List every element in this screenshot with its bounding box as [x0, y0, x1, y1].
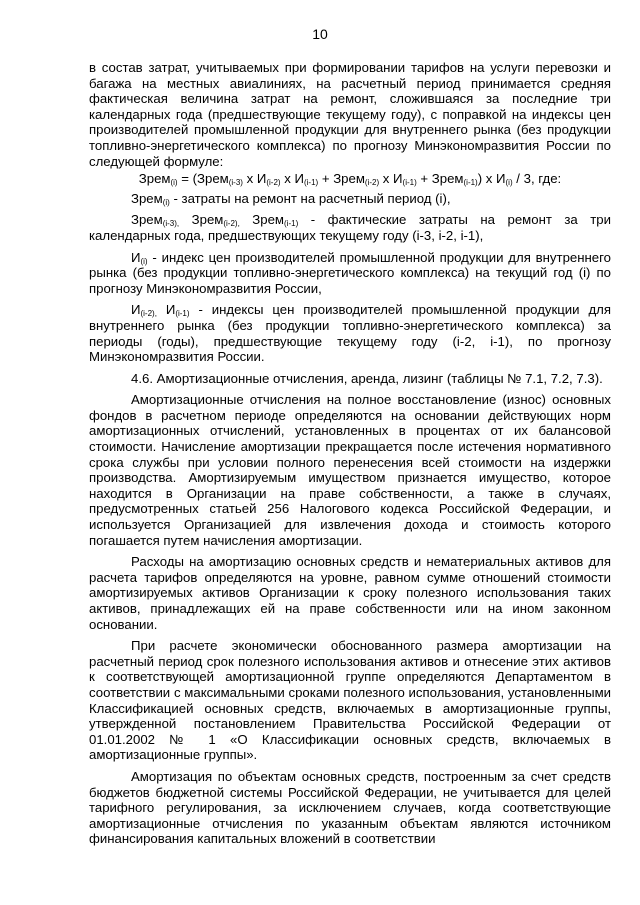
document-body: [89, 60, 611, 847]
page-number: 10: [312, 26, 328, 42]
definition-index-i: $И_{(i)}$ - индекс цен производителей промышленной продукции для внутреннего рынка (без продукции топливно-энергетического комплекса) на текущий год (i) по прогнозу Минэкономразвития России,: [89, 249, 611, 296]
paragraph-intro: в состав затрат, учитываемых при формировании тарифов на услуги перевозки и багажа на местных авиалиниях, на расчетный период принимается средняя фактическая величина затрат на ремонт, сложившаяся за последние три календарных года (предшествующие текущему году), с поправкой на индексы цен производителей промышленной продукции для внутреннего рынка (без продукции топливно-энергетического комплекса) по прогнозу Минэкономразвития России по следующей формуле:: [89, 60, 611, 169]
definition-zrem-i: Зрем$_{(i)}$ - затраты на ремонт на расчетный период (i),: [131, 190, 451, 207]
section-heading-4-6: 4.6. Амортизационные отчисления, аренда, лизинг (таблицы № 7.1, 7.2, 7.3).: [131, 370, 603, 386]
paragraph-amortization-3: При расчете экономически обоснованного размера амортизации на расчетный период срок полезного использования активов и отнесение этих активов к соответствующей амортизационной группе определяются Департаментом в соответствии с максимальными сроками полезного использования, установленными Классификацией основных средств, включаемых в амортизационные группы, утвержденной постановлением Правительства Российской Федерации от 01.01.2002 № 1 «О Классификации основных средств, включаемых в амортизационные группы».: [89, 638, 611, 763]
paragraph-amortization-2: Расходы на амортизацию основных средств и нематериальных активов для расчета тарифов определяются на уровне, равном сумме отношений стоимости амортизируемых активов Организации к сроку полезного использования таких активов, принадлежащих ей на праве собственности или на ином законном основании.: [89, 554, 611, 632]
definition-zrem-past: Зрем$_{(i-3),}$ Зрем$_{(i-2),}$ Зрем$_{(i-1)}$ - фактические затраты на ремонт за три календарных года, предшествующих текущему году (i-3, i-2, i-1),: [89, 212, 611, 243]
formula: Зрем$_{(i)}$ = (Зрем$_{(i-3)}$ х $И_{(i-2)}$ х $И_{(i-1)}$ + Зрем$_{(i-2)}$ х $И_{(i-1)}$ + Зрем$_{(i-1)}$) х $И_{(i)} / 3$, где:: [138, 171, 562, 188]
definition-index-past: $И_{(i-2),}$ $И_{(i-1)}$ - индексы цен производителей промышленной продукции для внутреннего рынка (без продукции топливно-энергетического комплекса) за периоды (годы), предшествующие текущему году (i-2, i-1), по прогнозу Минэкономразвития России.: [89, 302, 611, 365]
paragraph-amortization-4: Амортизация по объектам основных средств, построенным за счет средств бюджетов бюджетной системы Российской Федерации, не учитывается для целей тарифного регулирования, за исключением случаев, когда соответствующие амортизационные отчисления по указанным объектам являются источником финансирования капитальных вложений в соответствии: [89, 768, 611, 847]
paragraph-amortization-1: Амортизационные отчисления на полное восстановление (износ) основных фондов в расчетном периоде определяются на основании действующих норм амортизационных отчислений, установленных в процентах от их балансовой стоимости. Начисление амортизации прекращается после истечения нормативного срока службы при условии полного перенесения всей стоимости на издержки производства. Амортизируемым имуществом признается имущество, которое находится в Организации на праве собственности, а также в случаях, предусмотренных статьей 256 Налогового кодекса Российской Федерации, и используется Организацией для извлечения дохода и стоимость которого погашается путем начисления амортизации.: [89, 392, 611, 548]
